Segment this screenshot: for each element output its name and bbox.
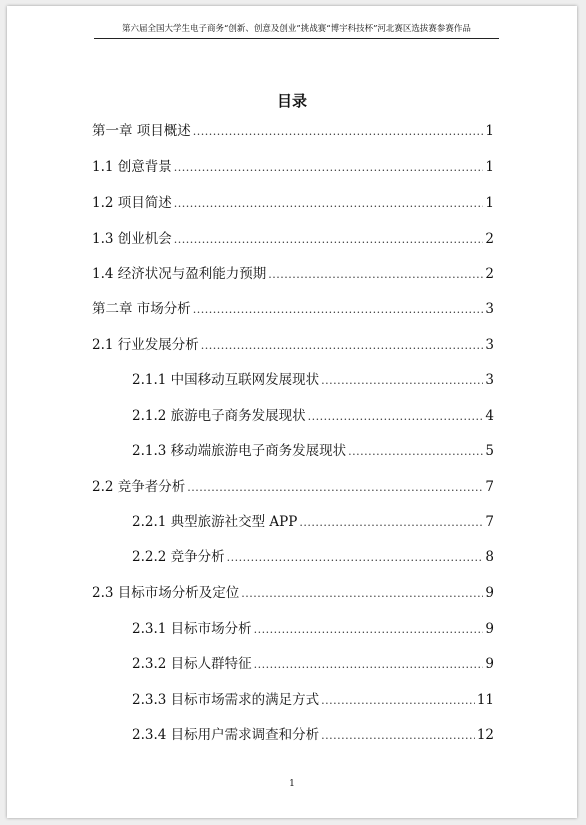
toc-entry-label: 第一章 项目概述 — [92, 123, 191, 139]
toc-entry-2-1-1[interactable] — [132, 370, 494, 390]
toc-page-number: 7 — [485, 514, 494, 530]
toc-entry-label: 2.3 目标市场分析及定位 — [92, 585, 240, 601]
toc-entry-2-1-3[interactable] — [132, 441, 494, 461]
dot-leader — [321, 691, 475, 711]
toc-page-number: 7 — [485, 479, 494, 495]
toc-page-number: 9 — [485, 585, 494, 601]
toc-entry-label: 2.3.4 目标用户需求调查和分析 — [132, 727, 320, 743]
toc-entry-label: 2.1.1 中国移动互联网发展现状 — [132, 372, 320, 388]
dot-leader — [201, 336, 484, 356]
toc-entry-chapter-2[interactable] — [92, 299, 494, 319]
toc-entry-label: 1.3 创业机会 — [92, 231, 172, 247]
toc-page-number: 11 — [476, 692, 494, 708]
toc-entry-label: 第二章 市场分析 — [92, 301, 191, 317]
toc-entry-chapter-1[interactable] — [92, 121, 494, 141]
toc-entry-1-1[interactable] — [92, 157, 494, 177]
dot-leader — [227, 548, 484, 568]
toc-page-number: 1 — [485, 123, 494, 139]
toc-entry-1-3[interactable] — [92, 229, 494, 249]
toc-entry-2-3[interactable] — [92, 583, 494, 603]
toc-page-number: 1 — [485, 195, 494, 211]
toc-title: 目录 — [276, 92, 307, 110]
toc-page-number: 8 — [485, 549, 494, 565]
dot-leader — [321, 726, 475, 746]
toc-entry-2-2[interactable] — [92, 477, 494, 497]
toc-entry-2-3-4[interactable] — [132, 725, 494, 745]
toc-page-number: 4 — [485, 408, 494, 424]
toc-page-number: 3 — [485, 301, 494, 317]
toc-entry-label: 2.3.3 目标市场需求的满足方式 — [132, 692, 320, 708]
page-header: 第六届全国大学生电子商务“创新、创意及创业”挑战赛“博宇科技杯”河北赛区选拔赛参赛作品 — [94, 23, 499, 39]
dot-leader — [241, 584, 483, 604]
document-page — [7, 6, 577, 818]
toc-entry-label: 2.3.2 目标人群特征 — [132, 656, 252, 672]
dot-leader — [174, 194, 484, 214]
dot-leader — [308, 407, 484, 427]
toc-page-number: 5 — [485, 443, 494, 459]
toc-entry-1-2[interactable] — [92, 193, 494, 213]
dot-leader — [254, 620, 484, 640]
toc-page-number: 3 — [485, 337, 494, 353]
toc-entry-2-2-1[interactable] — [132, 512, 494, 532]
toc-entry-label: 1.4 经济状况与盈利能力预期 — [92, 266, 267, 282]
toc-entry-label: 2.2.2 竞争分析 — [132, 549, 225, 565]
dot-leader — [268, 265, 483, 285]
dot-leader — [299, 513, 483, 533]
dot-leader — [193, 300, 484, 320]
toc-page-number: 2 — [485, 231, 494, 247]
toc-entry-label: 2.3.1 目标市场分析 — [132, 621, 252, 637]
dot-leader — [348, 442, 483, 462]
toc-entry-2-3-2[interactable] — [132, 654, 494, 674]
toc-entry-label: 1.1 创意背景 — [92, 159, 172, 175]
toc-entry-2-1[interactable] — [92, 335, 494, 355]
toc-page-number: 3 — [485, 372, 494, 388]
toc-entry-label: 2.1 行业发展分析 — [92, 337, 199, 353]
toc-page-number: 1 — [485, 159, 494, 175]
toc-page-number: 12 — [476, 727, 494, 743]
toc-page-number: 9 — [485, 621, 494, 637]
dot-leader — [321, 371, 483, 391]
dot-leader — [187, 478, 483, 498]
toc-entry-2-3-3[interactable] — [132, 690, 494, 710]
toc-entry-label: 2.1.3 移动端旅游电子商务发展现状 — [132, 443, 347, 459]
toc-entry-2-3-1[interactable] — [132, 619, 494, 639]
page-number-footer: 1 — [289, 779, 295, 789]
toc-entry-label: 1.2 项目简述 — [92, 195, 172, 211]
toc-entry-label: 2.1.2 旅游电子商务发展现状 — [132, 408, 306, 424]
toc-entry-2-1-2[interactable] — [132, 406, 494, 426]
toc-entry-2-2-2[interactable] — [132, 547, 494, 567]
dot-leader — [193, 122, 484, 142]
toc-page-number: 2 — [485, 266, 494, 282]
toc-entry-1-4[interactable] — [92, 264, 494, 284]
toc-entry-label: 2.2 竞争者分析 — [92, 479, 186, 495]
dot-leader — [254, 655, 484, 675]
toc-page-number: 9 — [485, 656, 494, 672]
dot-leader — [174, 158, 484, 178]
dot-leader — [174, 230, 484, 250]
toc-entry-label: 2.2.1 典型旅游社交型 APP — [132, 514, 298, 530]
